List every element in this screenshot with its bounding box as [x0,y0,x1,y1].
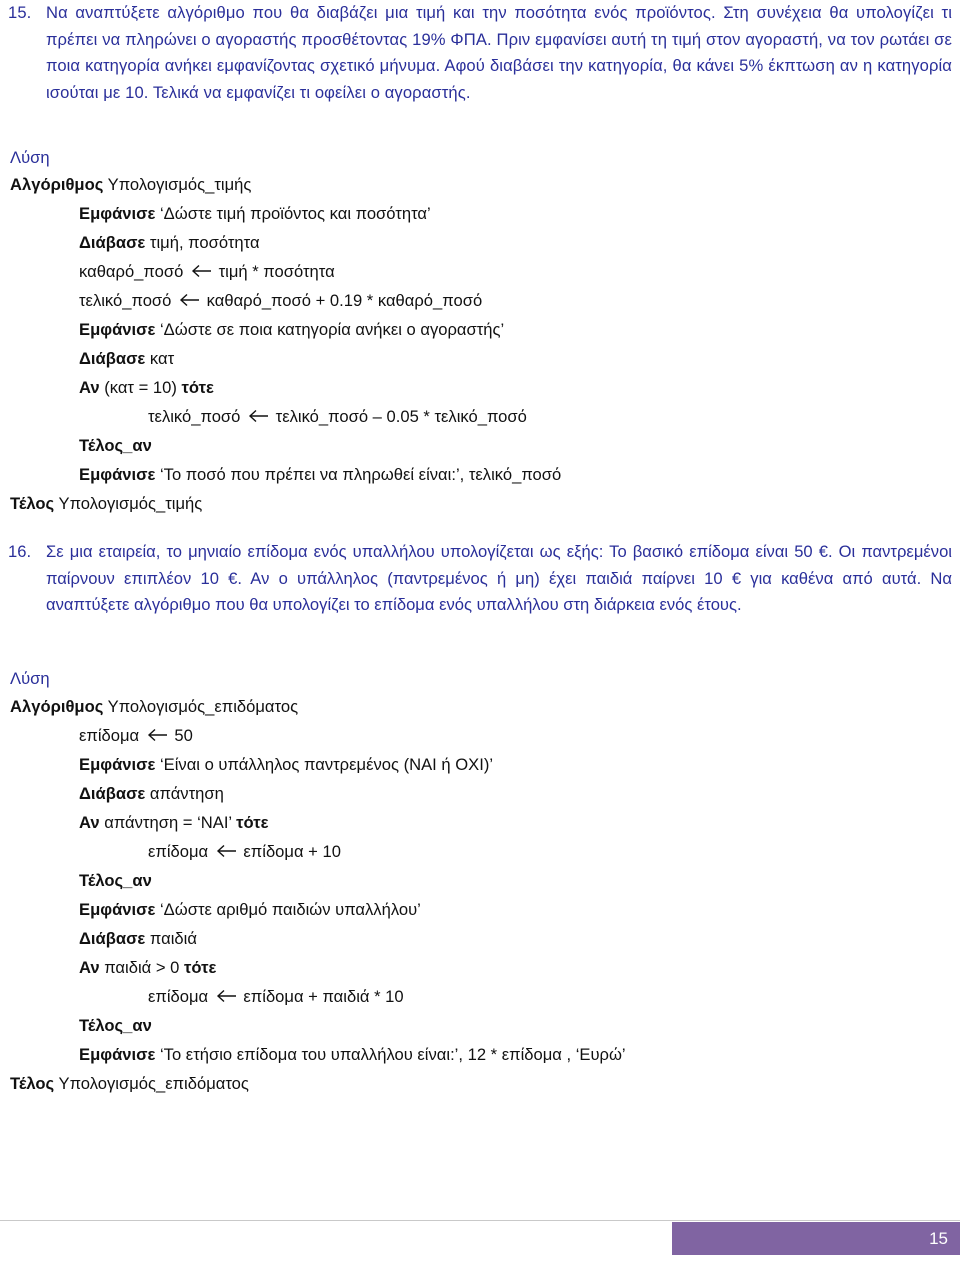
assign-arrow-icon [215,989,237,1003]
read-statement: Διάβασε τιμή, ποσότητα [79,233,260,252]
algorithm-end: Τέλος Υπολογισμός_τιμής [10,494,203,513]
display-statement: Εμφάνισε ‘Δώστε αριθμό παιδιών υπαλλήλου’ [79,900,421,919]
if-statement: Αν (κατ = 10) τότε [79,378,214,397]
assign-arrow-icon [215,844,237,858]
problem-15 [8,0,952,106]
display-statement: Εμφάνισε ‘Δώστε σε ποια κατηγορία ανήκει ο αγοραστής’ [79,320,505,339]
problem-number: 15. [8,3,32,22]
end-if-statement: Τέλος_αν [79,871,152,890]
algorithm-header: Αλγόριθμος Υπολογισμός_τιμής [10,175,252,194]
assign-arrow-icon [178,293,200,307]
problem-16 [8,539,952,619]
assignment-statement: καθαρό_ποσό τιμή * ποσότητα [79,262,335,281]
assign-arrow-icon [146,728,168,742]
assignment-statement: τελικό_ποσό καθαρό_ποσό + 0.19 * καθαρό_ποσό [79,291,483,310]
read-statement: Διάβασε κατ [79,349,175,368]
end-if-statement: Τέλος_αν [79,1016,152,1035]
assignment-statement: επίδομα επίδομα + παιδιά * 10 [148,987,404,1006]
display-statement: Εμφάνισε ‘Είναι ο υπάλληλος παντρεμένος (ΝΑΙ ή ΟΧΙ)’ [79,755,494,774]
end-if-statement: Τέλος_αν [79,436,152,455]
footer-divider [0,1220,960,1221]
display-statement: Εμφάνισε ‘Το ετήσιο επίδομα του υπαλλήλου είναι:’, 12 * επίδομα , ‘Ευρώ’ [79,1045,626,1064]
assignment-statement: επίδομα επίδομα + 10 [148,842,341,861]
read-statement: Διάβασε απάντηση [79,784,224,803]
solution-heading: Λύση [10,148,50,167]
assignment-statement: επίδομα 50 [79,726,193,745]
if-statement: Αν παιδιά > 0 τότε [79,958,217,977]
solution-heading: Λύση [10,669,50,688]
problem-text: Να αναπτύξετε αλγόριθμο που θα διαβάζει μια τιμή και την ποσότητα ενός προϊόντος. Στη συνέχεια θα υπολογίζει τι πρέπει να πληρώνει ο αγοραστής προσθέτοντας 19% ΦΠΑ. Πριν εμφανίσει αυτή τη τιμή στον αγοραστή, να τον ρωτάει σε ποια κατηγορία ανήκει εμφανίζοντας σχετικό μήνυμα. Αφού διαβάσει την κατηγορία, θα κάνει 5% έκπτωση αν η κατηγορία ισούται με 10. Τελικά να εμφανίζει τι οφείλει ο αγοραστής. [46,3,952,102]
algorithm-end: Τέλος Υπολογισμός_επιδόματος [10,1074,249,1093]
assign-arrow-icon [247,409,269,423]
page-number: 15 [929,1229,948,1248]
footer-bar [672,1222,960,1255]
display-statement: Εμφάνισε ‘Το ποσό που πρέπει να πληρωθεί είναι:’, τελικό_ποσό [79,465,562,484]
problem-text: Σε μια εταιρεία, το μηνιαίο επίδομα ενός υπαλλήλου υπολογίζεται ως εξής: Το βασικό επίδομα είναι 50 €. Οι παντρεμένοι παίρνουν επιπλέον 10 €. Αν ο υπάλληλος (παντρεμένος ή μη) έχει παιδιά παίρνει 10 € για καθένα από αυτά. Να αναπτύξετε αλγόριθμο που θα υπολογίζει το επίδομα ενός υπαλλήλου στη διάρκεια ενός έτους. [46,542,952,614]
problem-number: 16. [8,542,32,561]
display-statement: Εμφάνισε ‘Δώστε τιμή προϊόντος και ποσότητα’ [79,204,431,223]
assignment-statement: τελικό_ποσό τελικό_ποσό – 0.05 * τελικό_ποσό [148,407,527,426]
read-statement: Διάβασε παιδιά [79,929,197,948]
assign-arrow-icon [190,264,212,278]
algorithm-header: Αλγόριθμος Υπολογισμός_επιδόματος [10,697,299,716]
if-statement: Αν απάντηση = ‘ΝΑΙ’ τότε [79,813,269,832]
